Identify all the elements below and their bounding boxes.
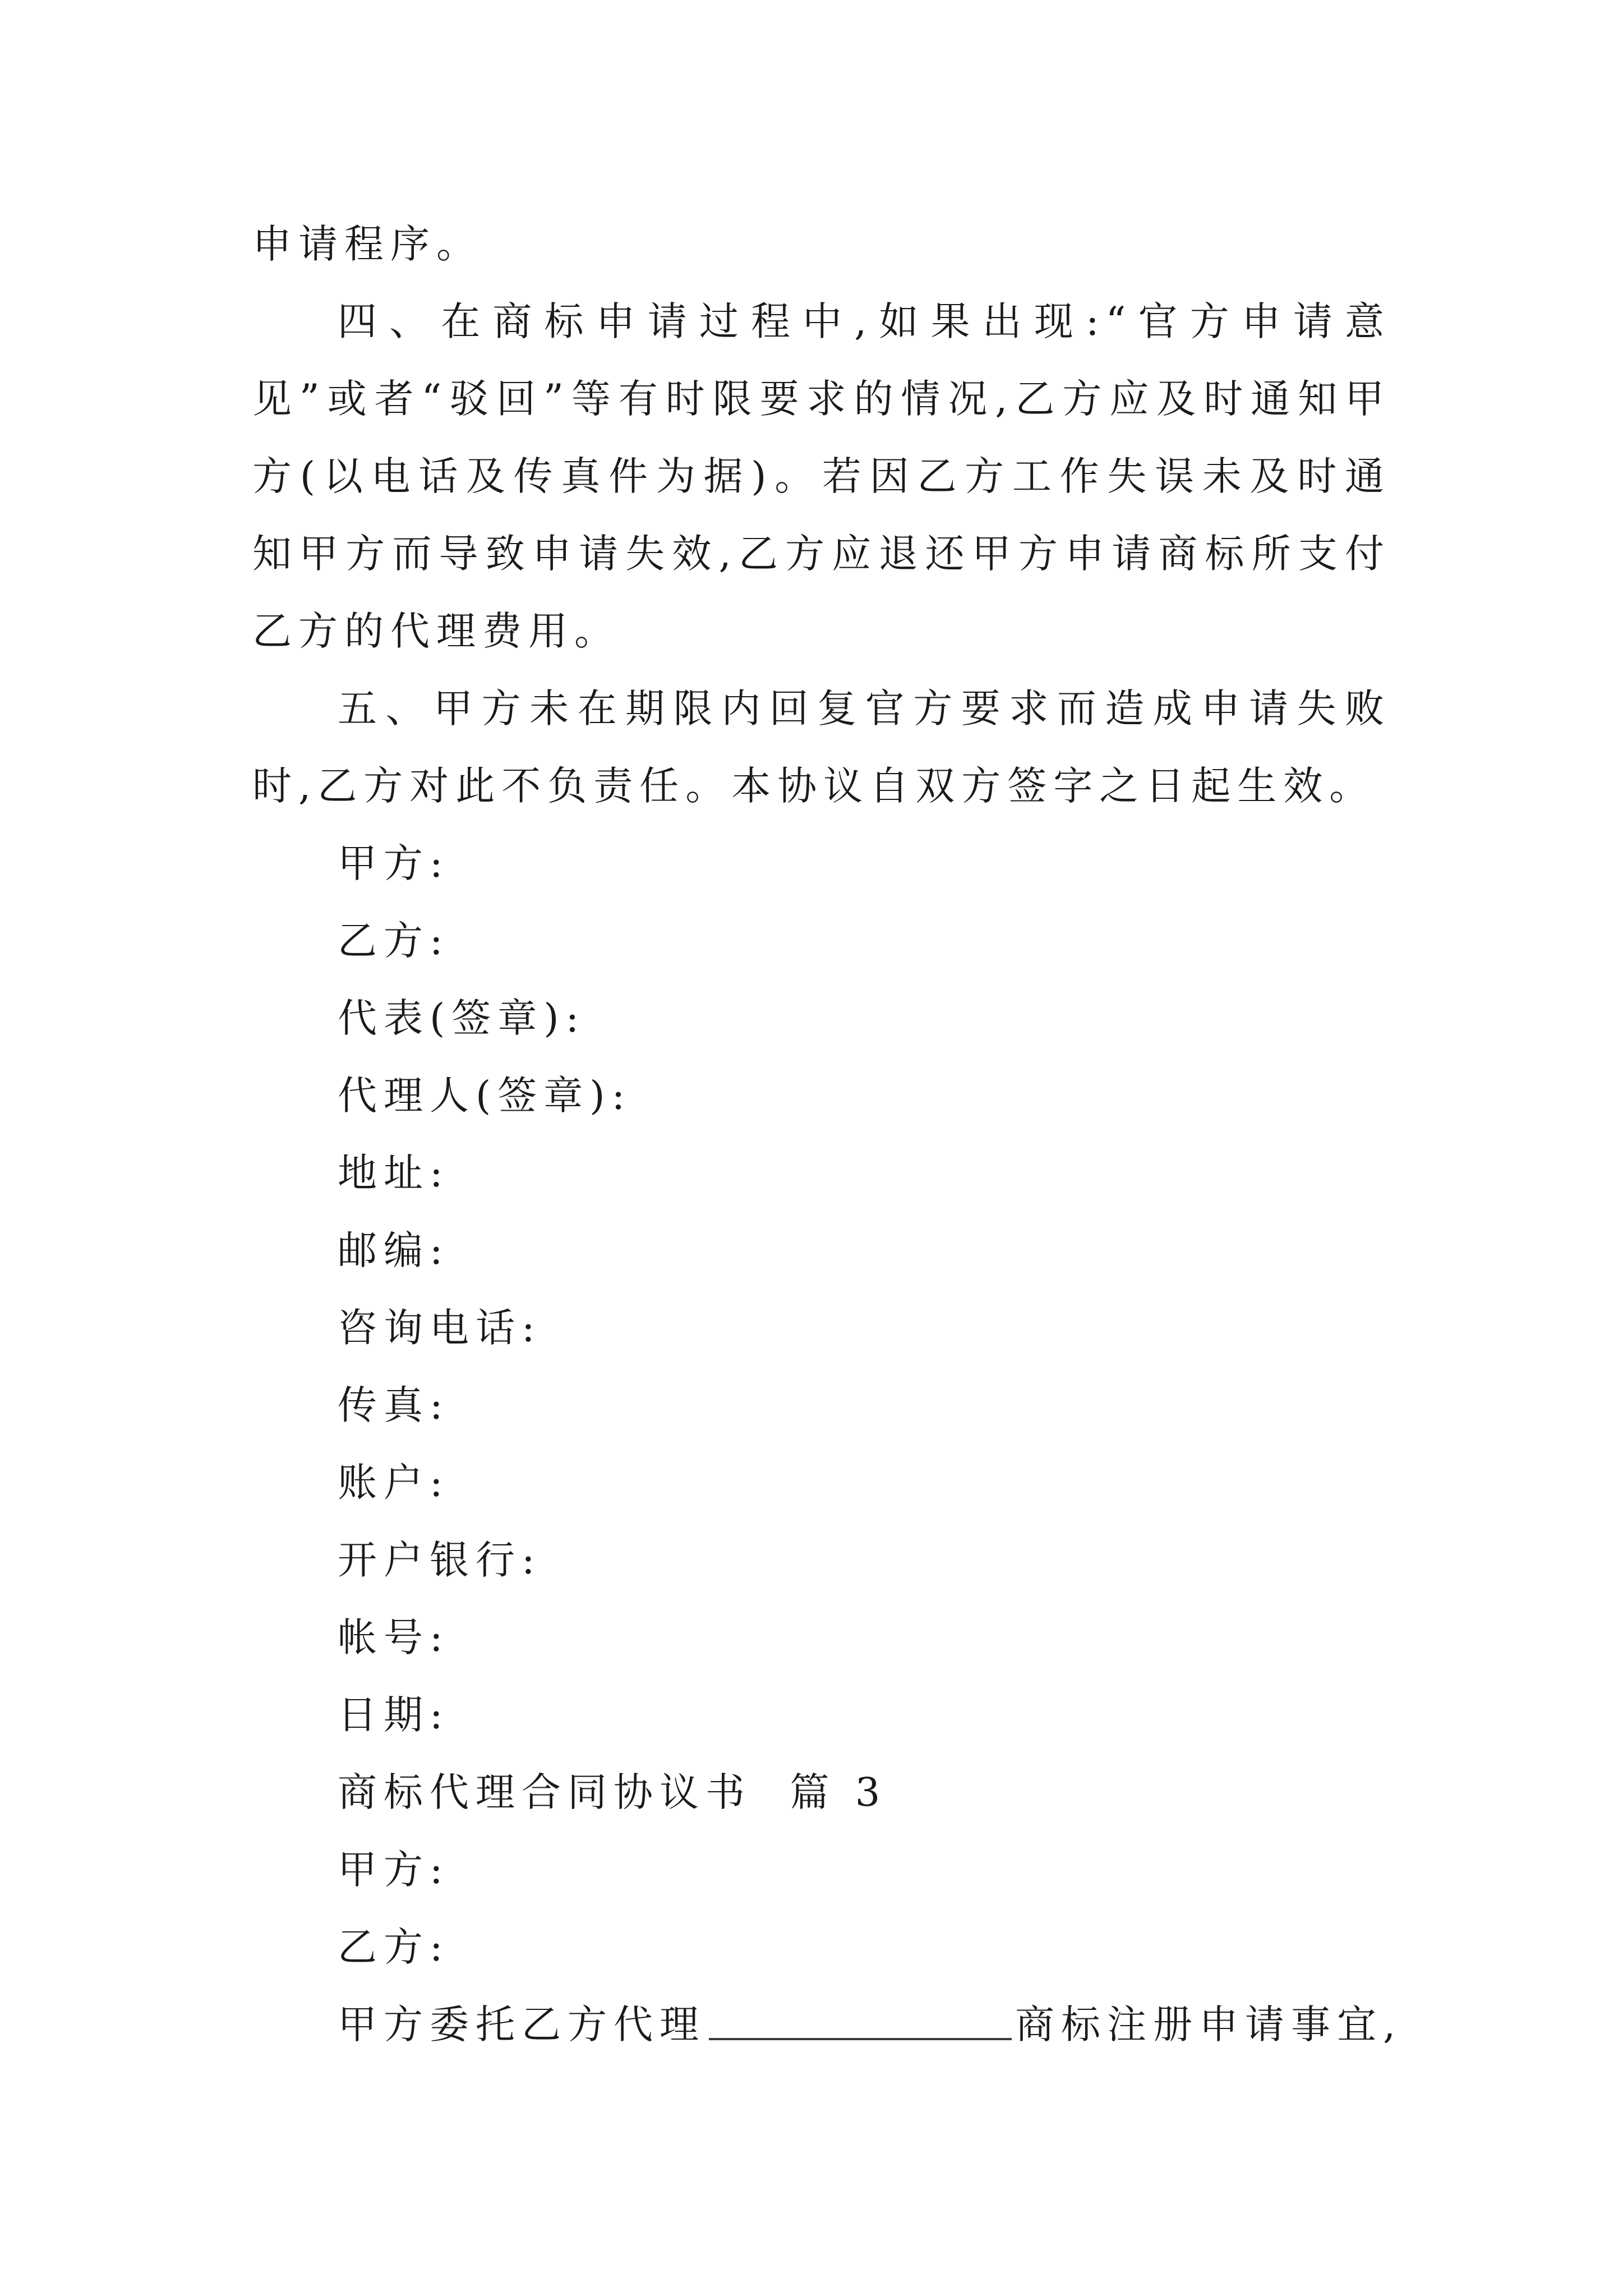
field-party-a: 甲方: bbox=[338, 840, 450, 886]
field-phone: 咨询电话: bbox=[338, 1305, 542, 1351]
delegation-text-before: 甲方委托乙方代理 bbox=[338, 2001, 706, 2047]
field-date: 日期: bbox=[338, 1692, 450, 1738]
field-address: 地址: bbox=[338, 1150, 450, 1196]
section-field-party-a: 甲方: bbox=[338, 1847, 450, 1893]
field-account-number: 帐号: bbox=[338, 1614, 450, 1660]
section-field-party-b: 乙方: bbox=[338, 1924, 450, 1970]
paragraph-clause-five: 五、甲方未在期限内回复官方要求而造成申请失败时,乙方对此不负责任。本协议自双方签字之日起生效。 bbox=[252, 685, 1391, 809]
section-heading: 商标代理合同协议书 篇 3 bbox=[338, 1769, 887, 1815]
document-body bbox=[252, 205, 1403, 2063]
trademark-name-blank bbox=[709, 2036, 1012, 2040]
field-party-b: 乙方: bbox=[338, 918, 450, 964]
field-bank: 开户银行: bbox=[338, 1537, 542, 1583]
field-agent: 代理人(签章): bbox=[338, 1073, 632, 1119]
delegation-line bbox=[252, 1986, 1403, 2063]
field-fax: 传真: bbox=[338, 1382, 450, 1428]
field-representative: 代表(签章): bbox=[338, 995, 586, 1041]
field-postcode: 邮编: bbox=[338, 1227, 450, 1273]
paragraph-clause-four: 四、在商标申请过程中,如果出现:“官方申请意见”或者“驳回”等有时限要求的情况,乙方应及时通知甲方(以电话及传真件为据)。若因乙方工作失误未及时通知甲方而导致申请失效,乙方应退还甲方申请商标所支付乙方的代理费用。 bbox=[252, 298, 1391, 654]
delegation-text-after: 商标注册申请事宜, bbox=[1015, 2001, 1403, 2047]
field-account: 账户: bbox=[338, 1460, 450, 1506]
paragraph-continuation: 申请程序。 bbox=[252, 221, 482, 267]
